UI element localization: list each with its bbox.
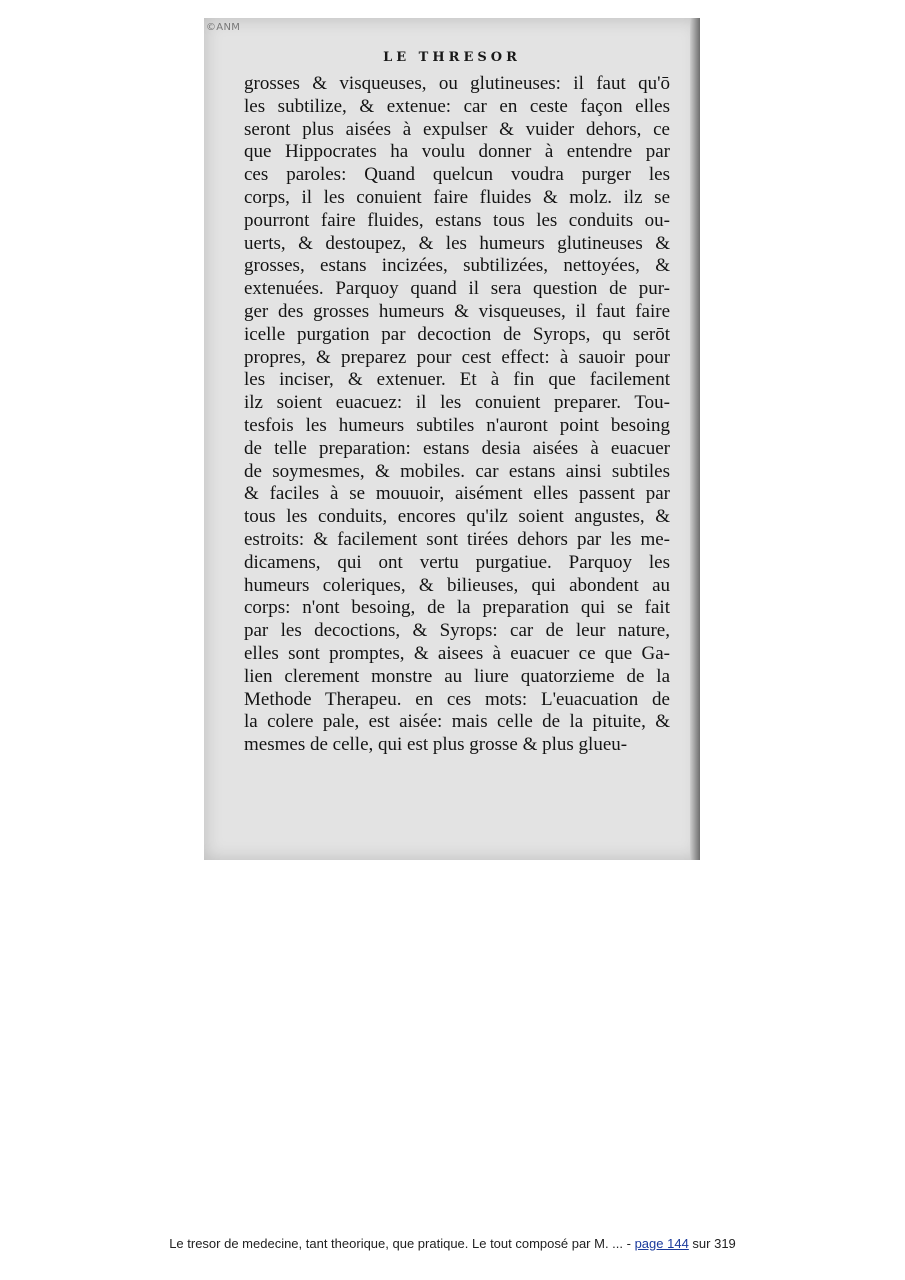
text-line: les subtilize, & extenue: car en ceste façon elles bbox=[244, 95, 670, 117]
text-line: par les decoctions, & Syrops: car de leur nature, bbox=[244, 620, 670, 642]
text-line: & faciles à se mouuoir, aisément elles passent par bbox=[244, 483, 670, 505]
body-text bbox=[244, 73, 670, 757]
text-line: ilz soient euacuez: il les conuient preparer. Tou- bbox=[244, 392, 670, 414]
text-line: tous les conduits, encores qu'ilz soient angustes, & bbox=[244, 506, 670, 528]
page-link[interactable]: page 144 bbox=[634, 1236, 689, 1251]
page-footer bbox=[0, 1236, 905, 1251]
page-total: sur 319 bbox=[688, 1236, 736, 1251]
text-line: uerts, & destoupez, & les humeurs glutineuses & bbox=[244, 232, 670, 254]
running-head: LE THRESOR bbox=[383, 50, 521, 65]
watermark: ©ANM bbox=[206, 22, 241, 33]
text-line: icelle purgation par decoction de Syrops, qu serōt bbox=[244, 323, 670, 345]
text-line: la colere pale, est aisée: mais celle de la pituite, & bbox=[244, 711, 670, 733]
text-line: pourront faire fluides, estans tous les conduits ou- bbox=[244, 209, 670, 231]
text-line: Methode Therapeu. en ces mots: L'euacuation de bbox=[244, 688, 670, 710]
text-line: humeurs coleriques, & bilieuses, qui abondent au bbox=[244, 574, 670, 596]
text-line: de telle preparation: estans desia aisées à euacuer bbox=[244, 437, 670, 459]
text-line: dicamens, qui ont vertu purgatiue. Parquoy les bbox=[244, 551, 670, 573]
text-line: de soymesmes, & mobiles. car estans ainsi subtiles bbox=[244, 460, 670, 482]
text-line: corps: n'ont besoing, de la preparation qui se fait bbox=[244, 597, 670, 619]
text-line: que Hippocrates ha voulu donner à entendre par bbox=[244, 141, 670, 163]
text-line: grosses & visqueuses, ou glutineuses: il faut qu'ō bbox=[244, 73, 670, 94]
text-line: corps, il les conuient faire fluides & molz. ilz se bbox=[244, 186, 670, 208]
text-line: les inciser, & extenuer. Et à fin que facilement bbox=[244, 369, 670, 391]
text-line: mesmes de celle, qui est plus grosse & plus glueu- bbox=[244, 734, 628, 756]
text-line: seront plus aisées à expulser & vuider dehors, ce bbox=[244, 118, 670, 140]
document-title: Le tresor de medecine, tant theorique, que pratique. Le tout composé par M. ... - bbox=[169, 1236, 635, 1251]
text-line: estroits: & facilement sont tirées dehors par les me- bbox=[244, 528, 670, 550]
text-line: elles sont promptes, & aisees à euacuer ce que Ga- bbox=[244, 642, 670, 664]
text-line: extenuées. Parquoy quand il sera question de pur- bbox=[244, 278, 670, 300]
text-line: ces paroles: Quand quelcun voudra purger les bbox=[244, 164, 670, 186]
text-line: grosses, estans incizées, subtilizées, nettoyées, & bbox=[244, 255, 670, 277]
text-line: tesfois les humeurs subtiles n'auront point besoing bbox=[244, 414, 670, 436]
text-line: propres, & preparez pour cest effect: à sauoir pour bbox=[244, 346, 670, 368]
text-line: ger des grosses humeurs & visqueuses, il faut faire bbox=[244, 300, 670, 322]
text-line: lien clerement monstre au liure quatorzieme de la bbox=[244, 665, 670, 687]
page-scan bbox=[204, 18, 700, 860]
